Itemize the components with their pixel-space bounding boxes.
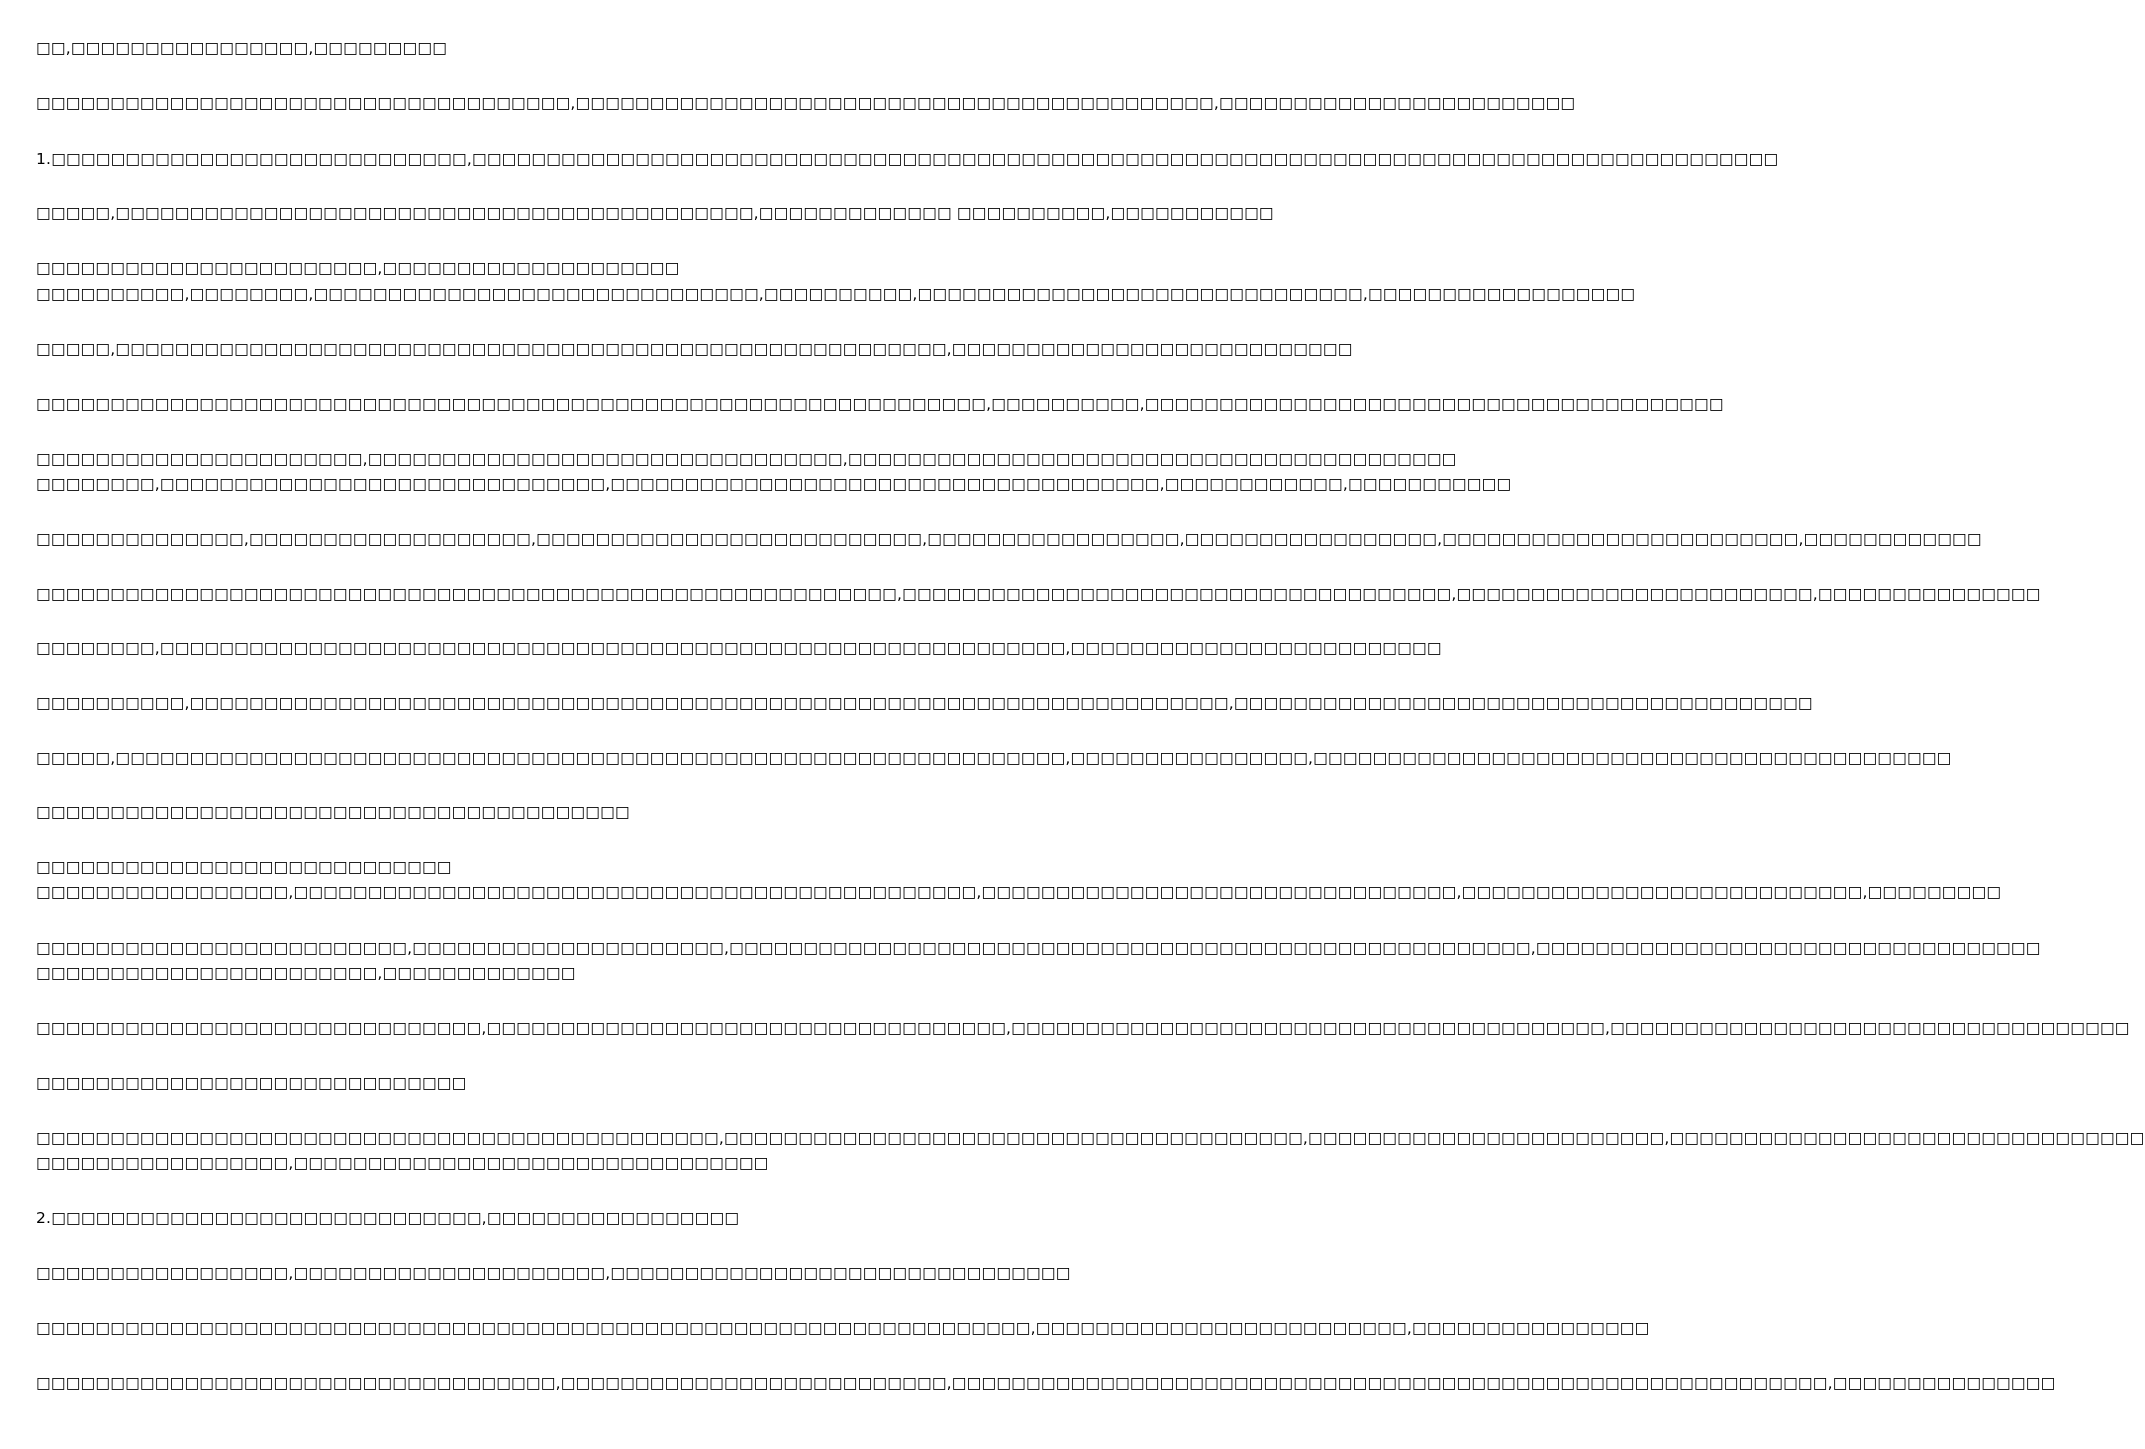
text-line: □□□□□□□□,□□□□□□□□□□□□□□□□□□□□□□□□□□□□□□,□□□□□□□□□□□□□□□□□□□□□□□□□□□□□□□□□□□□□,□□□□□□□□□□□□,□□□□□□□□□□□	[36, 475, 1512, 493]
text-line: □□□□□□□□□□,□□□□□□□□,□□□□□□□□□□□□□□□□□□□□□□□□□□□□□□,□□□□□□□□□□,□□□□□□□□□□□□□□□□□□□□□□□□□□□□□□,□□□□□□□□□□□□□□□□□□	[36, 285, 1636, 303]
text-line: □□□□□□□□□□□□□□□□□□□□□□□□□,□□□□□□□□□□□□□□□□□□□□□,□□□□□□□□□□□□□□□□□□□□□□□□□□□□□□□□□□□□□□□□□□□□□□□□□□□□□□,□□□□□□□□□□□□□□□□□□□□□□□□□□□□□□□□□□	[36, 939, 2041, 957]
text-line: □□□□□□□□□□□□□□□□□□□□□□□□□□□□□□□□□□□□□□□□	[36, 803, 630, 821]
text-line: □□□□□□□□,□□□□□□□□□□□□□□□□□□□□□□□□□□□□□□□□□□□□□□□□□□□□□□□□□□□□□□□□□□□□□,□□□□□□□□□□□□□□□□□□□□□□□□□	[36, 639, 1442, 657]
text-line: □□□□□,□□□□□□□□□□□□□□□□□□□□□□□□□□□□□□□□□□□□□□□□□□□,□□□□□□□□□□□□□ □□□□□□□□□□,□□□□□□□□□□□	[36, 204, 1274, 222]
text-line: □□□□□□□□□□□□□□,□□□□□□□□□□□□□□□□□□□,□□□□□□□□□□□□□□□□□□□□□□□□□□,□□□□□□□□□□□□□□□□□,□□□□□□□□□□□□□□□□□,□□□□□□□□□□□□□□□□□□□□□□□□,□□□□□□□□□□□□	[36, 530, 1982, 548]
text-line: □□□□□□□□□□,□□□□□□□□□□□□□□□□□□□□□□□□□□□□□□□□□□□□□□□□□□□□□□□□□□□□□□□□□□□□□□□□□□□□□□,□□□□□□□□□□□□□□□□□□□□□□□□□□□□□□□□□□□□□□□	[36, 694, 1813, 712]
text-line: □□□□□□□□□□□□□□□□□□□□□□□□□□□□□□□□□□□□□□□□□□□□□□,□□□□□□□□□□□□□□□□□□□□□□□□□□□□□□□□□□□□□□□,□□□□□□□□□□□□□□□□□□□□□□□□,□□□□□□□□□□□□□□□□□□□□□□□□□□□□□□□□	[36, 1129, 2145, 1147]
text-line: □□□□□□□□□□□□□□□□□,□□□□□□□□□□□□□□□□□□□□□,□□□□□□□□□□□□□□□□□□□□□□□□□□□□□□□	[36, 1264, 1071, 1282]
text-line: □□□□□□□□□□□□□□□□□□□□□□□,□□□□□□□□□□□□□	[36, 964, 576, 982]
text-line: □□□□□□□□□□□□□□□□□□□□□□□□□□□□□□□□□□□□□□□□□□□□□□□□□□□□□□□□□□□□□□□□,□□□□□□□□□□,□□□□□□□□□□□□□□□□□□□□□□□□□□□□□□□□□□□□□□□	[36, 395, 1724, 413]
text-line: □□,□□□□□□□□□□□□□□□□,□□□□□□□□□	[36, 39, 448, 57]
text-line: □□□□□□□□□□□□□□□□□□□□□□□,□□□□□□□□□□□□□□□□□□□□	[36, 259, 680, 277]
text-line: □□□□□□□□□□□□□□□□□,□□□□□□□□□□□□□□□□□□□□□□□□□□□□□□□□□□□□□□□□□□□□□□,□□□□□□□□□□□□□□□□□□□□□□□□□□□□□□□□,□□□□□□□□□□□□□□□□□□□□□□□□□□□,□□□□□□□□□	[36, 883, 2002, 901]
text-line: □□□□□□□□□□□□□□□□□□□□□□□□□□□□□□□□□□□,□□□□□□□□□□□□□□□□□□□□□□□□□□,□□□□□□□□□□□□□□□□□□□□□□□□□□□□□□□□□□□□□□□□□□□□□□□□□□□□□□□□□□□,□□□□□□□□□□□□□□□	[36, 1374, 2056, 1392]
text-line: □□□□□,□□□□□□□□□□□□□□□□□□□□□□□□□□□□□□□□□□□□□□□□□□□□□□□□□□□□□□□□,□□□□□□□□□□□□□□□□□□□□□□□□□□□	[36, 340, 1353, 358]
text-line: 2.□□□□□□□□□□□□□□□□□□□□□□□□□□□□□,□□□□□□□□□□□□□□□□□	[36, 1209, 740, 1227]
text-line: 1.□□□□□□□□□□□□□□□□□□□□□□□□□□□□,□□□□□□□□□□□□□□□□□□□□□□□□□□□□□□□□□□□□□□□□□□□□□□□□□□□□□□□□□□□□□□□□□□□□□□□□□□□□□□□□□□□□□□□□	[36, 150, 1779, 168]
text-line: □□□□□□□□□□□□□□□□□□□□□□□□□□□□	[36, 858, 452, 876]
text-line: □□□□□□□□□□□□□□□□□□□□□□□□□□□□□□□□□□□□,□□□□□□□□□□□□□□□□□□□□□□□□□□□□□□□□□□□□□□□□□□□,□□□□□□□□□□□□□□□□□□□□□□□□	[36, 94, 1576, 112]
text-line: □□□□□,□□□□□□□□□□□□□□□□□□□□□□□□□□□□□□□□□□□□□□□□□□□□□□□□□□□□□□□□□□□□□□□□,□□□□□□□□□□□□□□□□,□□□□□□□□□□□□□□□□□□□□□□□□□□□□□□□□□□□□□□□□□□□	[36, 749, 1952, 767]
text-line: □□□□□□□□□□□□□□□□□□□□□□□□□□□□□□,□□□□□□□□□□□□□□□□□□□□□□□□□□□□□□□□□□□,□□□□□□□□□□□□□□□□□□□□□□□□□□□□□□□□□□□□□□□□,□□□□□□□□□□□□□□□□□□□□□□□□□□□□□□□□□□□	[36, 1019, 2130, 1037]
text-line: □□□□□□□□□□□□□□□□□□□□□□□□□□□□□□□□□□□□□□□□□□□□□□□□□□□□□□□□□□,□□□□□□□□□□□□□□□□□□□□□□□□□□□□□□□□□□□□□,□□□□□□□□□□□□□□□□□□□□□□□□,□□□□□□□□□□□□□□□	[36, 585, 2041, 603]
text-line: □□□□□□□□□□□□□□□□□□□□□□□□□□□□□	[36, 1074, 467, 1092]
text-line: □□□□□□□□□□□□□□□□□□□□□□,□□□□□□□□□□□□□□□□□□□□□□□□□□□□□□□□,□□□□□□□□□□□□□□□□□□□□□□□□□□□□□□□□□□□□□□□□□	[36, 450, 1457, 468]
text-line: □□□□□□□□□□□□□□□□□□□□□□□□□□□□□□□□□□□□□□□□□□□□□□□□□□□□□□□□□□□□□□□□□□□,□□□□□□□□□□□□□□□□□□□□□□□□□,□□□□□□□□□□□□□□□□	[36, 1319, 1650, 1337]
text-line: □□□□□□□□□□□□□□□□□,□□□□□□□□□□□□□□□□□□□□□□□□□□□□□□□□	[36, 1154, 769, 1172]
